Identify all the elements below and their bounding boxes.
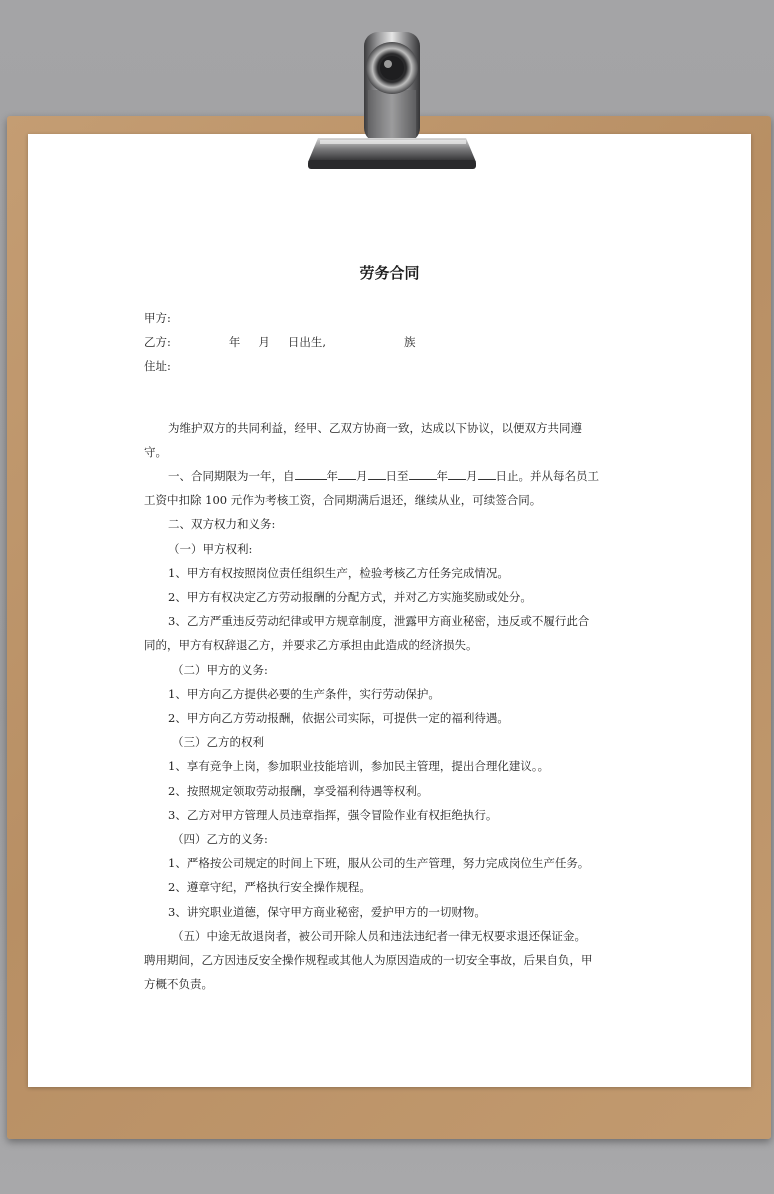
section-1-item: 3、乙方严重违反劳动纪律或甲方规章制度，泄露甲方商业秘密，违反或不履行此合 bbox=[168, 614, 590, 629]
document-title: 劳务合同 bbox=[359, 264, 420, 282]
watermark-1 bbox=[91, 444, 112, 468]
address-line: 住址: bbox=[144, 359, 171, 374]
section-2-heading: （二）甲方的义务: bbox=[172, 662, 268, 677]
section-1-heading: （一）甲方权利: bbox=[168, 541, 253, 556]
section-5-line: 聘用期间，乙方因违反安全操作规程或其他人为原因造成的一切安全事故，后果自负，甲 bbox=[144, 953, 593, 968]
section-4-item: 1、严格按公司规定的时间上下班，服从公司的生产管理，努力完成岗位生产任务。 bbox=[168, 856, 590, 871]
clause-1-continuation: 工资中扣除 100 元作为考核工资，合同期满后退还，继续从业，可续签合同。 bbox=[144, 493, 542, 508]
binder-clip-icon bbox=[300, 22, 480, 182]
intro-continuation: 守。 bbox=[144, 444, 167, 459]
section-5-line: 方概不负责。 bbox=[144, 977, 213, 992]
section-1-item: 2、甲方有权决定乙方劳动报酬的分配方式，并对乙方实施奖励或处分。 bbox=[168, 590, 532, 605]
section-1-item: 1、甲方有权按照岗位责任组织生产，检验考核乙方任务完成情况。 bbox=[168, 565, 509, 580]
clause-2: 二、双方权力和义务: bbox=[168, 517, 276, 532]
clause-1: 一、合同期限为一年，自 年 月 日至 年 月 日止。并从每名员工 bbox=[168, 469, 599, 484]
section-3-item: 1、享有竞争上岗，参加职业技能培训，参加民主管理，提出合理化建议。。 bbox=[168, 759, 550, 774]
section-2-item: 2、甲方向乙方劳动报酬，依据公司实际，可提供一定的福利待遇。 bbox=[168, 711, 509, 726]
party-a-line: 甲方: bbox=[144, 311, 171, 325]
section-4-heading: （四）乙方的义务: bbox=[172, 832, 268, 847]
intro-paragraph: 为维护双方的共同利益，经甲、乙双方协商一致，达成以下协议，以便双方共同遵 bbox=[168, 420, 582, 435]
section-2-item: 1、甲方向乙方提供必要的生产条件，实行劳动保护。 bbox=[168, 686, 440, 701]
section-3-item: 2、按照规定领取劳动报酬，享受福利待遇等权利。 bbox=[168, 783, 429, 798]
section-3-item: 3、乙方对甲方管理人员违章指挥，强令冒险作业有权拒绝执行。 bbox=[168, 807, 498, 822]
party-b-line: 乙方: 年 月 日出生, 族 bbox=[144, 335, 416, 350]
contract-paper bbox=[28, 134, 751, 1087]
document-body bbox=[144, 306, 644, 996]
section-1-item-continuation: 同的，甲方有权辞退乙方，并要求乙方承担由此造成的经济损失。 bbox=[144, 638, 478, 653]
section-4-item: 2、遵章守纪，严格执行安全操作规程。 bbox=[168, 880, 371, 895]
section-4-item: 3、讲究职业道德，保守甲方商业秘密，爱护甲方的一切财物。 bbox=[168, 904, 486, 919]
section-3-heading: （三）乙方的权利 bbox=[172, 735, 264, 750]
section-5-line: （五）中途无故退岗者，被公司开除人员和违法违纪者一律无权要求退还保证金。 bbox=[172, 928, 586, 943]
